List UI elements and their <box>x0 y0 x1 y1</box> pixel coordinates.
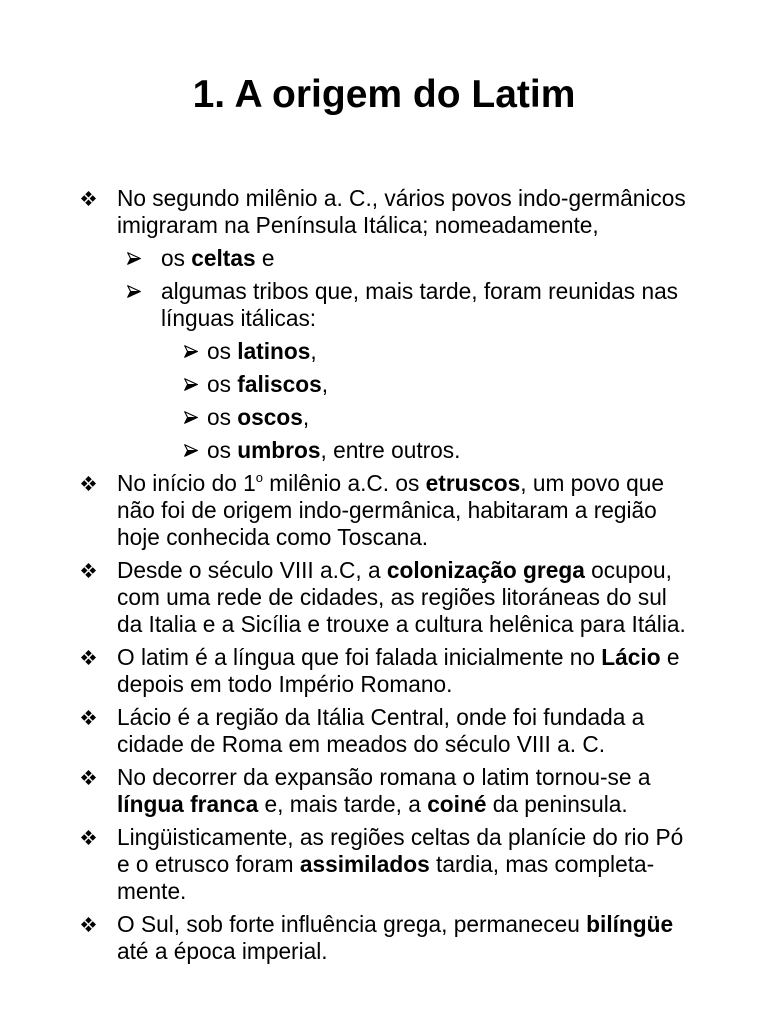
text-line <box>117 524 768 551</box>
item-text <box>117 470 768 551</box>
arrowhead-bullet-icon <box>127 285 141 298</box>
bold-term: coiné <box>427 791 487 817</box>
bold-term: umbros <box>237 437 321 463</box>
diamond-bullet-icon <box>81 650 96 665</box>
text-line <box>161 278 768 305</box>
bold-term: latinos <box>237 338 311 364</box>
sub-bullet-item <box>161 338 768 365</box>
text-run: , <box>302 404 310 430</box>
text-run: os <box>161 245 192 271</box>
text-run: mente. <box>117 878 187 904</box>
item-text <box>207 404 768 431</box>
arrowhead-bullet-icon <box>184 378 198 391</box>
text-run: ocupou, <box>584 557 672 583</box>
text-line <box>207 338 768 365</box>
text-run: No decorrer da expansão romana o latim tornou-se a <box>117 764 651 790</box>
arrowhead-bullet-icon <box>184 345 198 358</box>
bold-term: colonização grega <box>386 557 585 583</box>
text-run: Lingüisticamente, as regiões celtas da planície do rio Pó <box>117 824 684 850</box>
bullet-item <box>0 470 768 551</box>
item-text <box>161 245 768 272</box>
diamond-bullet-icon <box>81 917 96 932</box>
text-line <box>207 404 768 431</box>
diamond-bullet-icon <box>81 191 96 206</box>
text-line <box>117 911 768 938</box>
text-run: cidade de Roma em meados do século VIII a. C. <box>117 731 606 757</box>
text-line <box>117 557 768 584</box>
text-run: os <box>207 404 238 430</box>
text-line <box>117 470 768 497</box>
text-line <box>161 245 768 272</box>
text-run: da peninsula. <box>486 791 628 817</box>
text-run: com uma rede de cidades, as regiões litoráneas do sul <box>117 584 667 610</box>
text-line <box>117 644 768 671</box>
text-line <box>161 305 768 332</box>
sub-list <box>161 338 768 464</box>
text-run: , <box>321 371 329 397</box>
text-run: O Sul, sob forte influência grega, permaneceu <box>117 911 587 937</box>
bullet-item <box>0 911 768 965</box>
item-text <box>117 764 768 818</box>
text-line <box>207 437 768 464</box>
text-run: Desde o século VIII a.C, a <box>117 557 387 583</box>
text-line <box>117 764 768 791</box>
text-line <box>117 791 768 818</box>
bullet-item <box>0 824 768 905</box>
ordinal-superscript: o <box>255 470 263 485</box>
text-line <box>117 704 768 731</box>
text-run: tardia, mas completa- <box>429 851 655 877</box>
text-run: e, mais tarde, a <box>258 791 428 817</box>
bold-term: celtas <box>191 245 256 271</box>
text-run: e o etrusco foram <box>117 851 300 877</box>
bullet-item <box>0 704 768 758</box>
text-run: , um povo que <box>520 470 664 496</box>
item-text <box>207 371 768 398</box>
text-run: os <box>207 437 238 463</box>
text-line <box>117 938 768 965</box>
text-line <box>117 212 768 239</box>
text-run: Lácio é a região da Itália Central, onde foi fundada a <box>117 704 645 730</box>
text-run: depois em todo Império Romano. <box>117 671 453 697</box>
sub-bullet-item <box>161 404 768 431</box>
text-line <box>117 584 768 611</box>
bullet-item <box>0 764 768 818</box>
sub-bullet-item <box>161 371 768 398</box>
bullet-item <box>0 557 768 638</box>
text-run: hoje conhecida como Toscana. <box>117 524 429 550</box>
text-run: O latim é a língua que foi falada inicialmente no <box>117 644 602 670</box>
text-run: No início do 1 <box>117 470 256 496</box>
bullet-item <box>0 185 768 464</box>
arrowhead-bullet-icon <box>184 411 198 424</box>
item-text <box>161 278 768 332</box>
text-run: milênio a.C. os <box>262 470 426 496</box>
text-line <box>117 497 768 524</box>
item-text <box>117 704 768 758</box>
sub-bullet-item <box>161 437 768 464</box>
text-line <box>117 824 768 851</box>
text-run: línguas itálicas: <box>161 305 317 331</box>
text-run: e <box>255 245 275 271</box>
text-run: algumas tribos que, mais tarde, foram reunidas nas <box>161 278 679 304</box>
text-run: No segundo milênio a. C., vários povos indo-germânicos <box>117 185 686 211</box>
text-line <box>207 371 768 398</box>
text-run: da Italia e a Sicília e trouxe a cultura helênica para Itália. <box>117 611 686 637</box>
sub-bullet-item <box>117 278 768 464</box>
text-run: não foi de origem indo-germânica, habitaram a região <box>117 497 657 523</box>
text-line <box>117 851 768 878</box>
diamond-bullet-icon <box>81 476 96 491</box>
bold-term: Lácio <box>601 644 661 670</box>
text-line <box>117 878 768 905</box>
text-run: , entre outros. <box>320 437 461 463</box>
item-text <box>117 824 768 905</box>
item-text <box>117 644 768 698</box>
text-run: , <box>310 338 317 364</box>
arrowhead-bullet-icon <box>127 252 141 265</box>
text-line <box>117 671 768 698</box>
bold-term: língua franca <box>117 791 259 817</box>
bold-term: bilíngüe <box>586 911 674 937</box>
text-run: até a época imperial. <box>117 938 328 964</box>
text-run: imigraram na Península Itálica; nomeadamente, <box>117 212 599 238</box>
text-line <box>117 611 768 638</box>
text-run: e <box>660 644 680 670</box>
sub-bullet-item <box>117 245 768 272</box>
bold-term: oscos <box>237 404 303 430</box>
sub-list <box>117 245 768 464</box>
text-line <box>117 185 768 212</box>
text-line <box>117 731 768 758</box>
arrowhead-bullet-icon <box>184 444 198 457</box>
diamond-bullet-icon <box>81 710 96 725</box>
page-title: 1. A origem do Latim <box>192 73 576 116</box>
item-text <box>207 338 768 365</box>
bold-term: etruscos <box>425 470 521 496</box>
bullet-item <box>0 644 768 698</box>
bold-term: faliscos <box>237 371 322 397</box>
item-text <box>117 557 768 638</box>
diamond-bullet-icon <box>81 830 96 845</box>
text-run: os <box>207 338 238 364</box>
diamond-bullet-icon <box>81 770 96 785</box>
item-text <box>117 185 768 239</box>
text-run: os <box>207 371 238 397</box>
bold-term: assimilados <box>299 851 430 877</box>
item-text <box>117 911 768 965</box>
diamond-bullet-icon <box>81 563 96 578</box>
item-text <box>207 437 768 464</box>
bullet-list <box>0 185 768 965</box>
